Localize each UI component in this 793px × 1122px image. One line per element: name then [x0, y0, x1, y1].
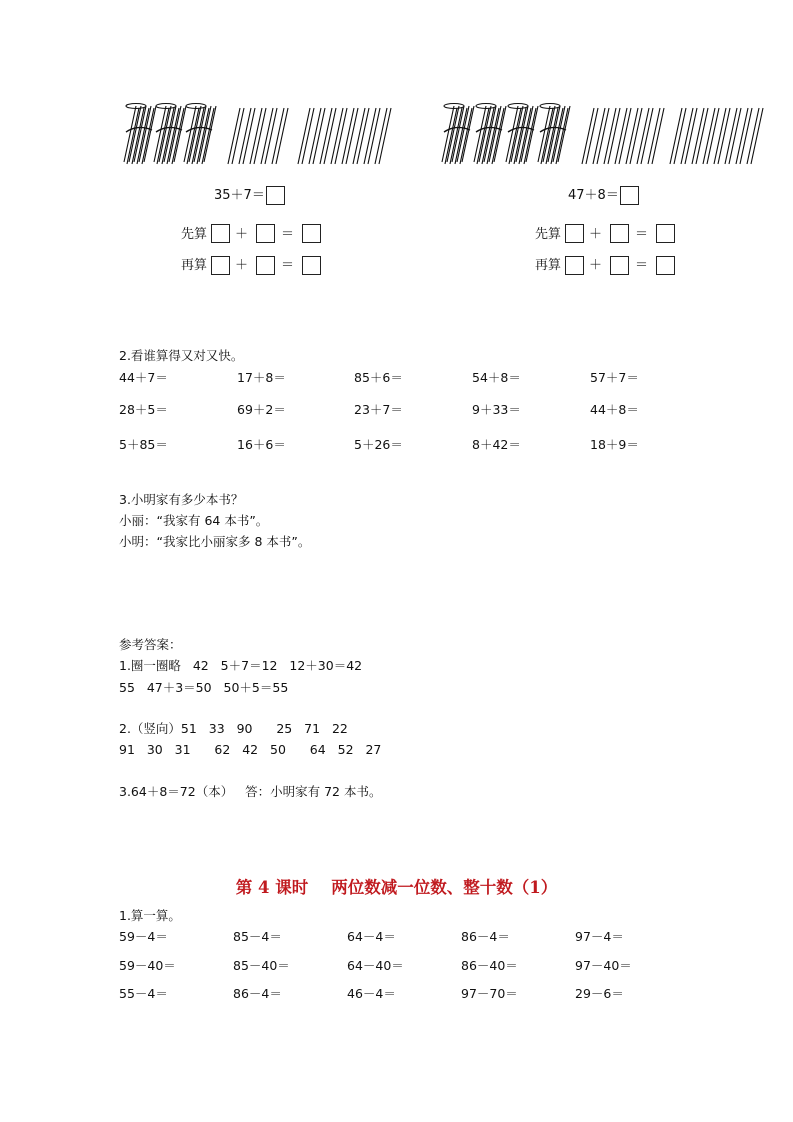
problem-item: 86－40＝ [461, 958, 518, 973]
problem-item: 9＋33＝ [472, 402, 521, 417]
answer-box-equation-right[interactable] [620, 186, 639, 205]
answer-box-equation-left[interactable] [266, 186, 285, 205]
stick-bundle [154, 104, 186, 165]
loose-sticks-group [298, 108, 391, 164]
equation-right: 47＋8＝ [568, 188, 619, 203]
answer-1-line1: 1.圈一圈略 42 5＋7＝12 12＋30＝42 [119, 658, 363, 673]
loose-sticks-group [670, 108, 763, 164]
stick-bundle [442, 104, 474, 165]
plus-sign: ＋ [235, 227, 249, 242]
problem-item: 55－4＝ [119, 986, 168, 1001]
section3-line1: 小丽：“我家有 64 本书”。 [119, 513, 269, 528]
problem-item: 64－40＝ [347, 958, 404, 973]
problem-item: 44＋7＝ [119, 370, 168, 385]
section3-heading: 3.小明家有多少本书？ [119, 492, 244, 507]
problem-item: 86－4＝ [461, 929, 510, 944]
then-box-2-right[interactable] [610, 256, 629, 275]
problem-item: 28＋5＝ [119, 402, 168, 417]
problem-item: 16＋6＝ [237, 437, 286, 452]
then-box-1-right[interactable] [565, 256, 584, 275]
problem-item: 57＋7＝ [590, 370, 639, 385]
plus-sign: ＋ [235, 258, 249, 273]
then-label-left: 再算 [181, 258, 208, 273]
problem-item: 17＋8＝ [237, 370, 286, 385]
problem-item: 59－40＝ [119, 958, 176, 973]
stick-bundle [184, 104, 216, 165]
stick-bundle [124, 104, 156, 165]
equals-sign: ＝ [635, 258, 649, 273]
problem-item: 46－4＝ [347, 986, 396, 1001]
plus-sign: ＋ [589, 227, 603, 242]
plus-sign: ＋ [589, 258, 603, 273]
problem-item: 59－4＝ [119, 929, 168, 944]
problem-item: 18＋9＝ [590, 437, 639, 452]
first-box-2-left[interactable] [256, 224, 275, 243]
problem-item: 29－6＝ [575, 986, 624, 1001]
sticks-illustration-left [118, 100, 393, 168]
sticks-illustration-right [436, 100, 776, 168]
first-label-right: 先算 [535, 227, 562, 242]
section2-heading: 2.看谁算得又对又快。 [119, 348, 244, 363]
loose-sticks-group [228, 108, 288, 164]
then-box-3-right[interactable] [656, 256, 675, 275]
answer-1-line2: 55 47＋3＝50 50＋5＝55 [119, 680, 289, 695]
problem-item: 97－70＝ [461, 986, 518, 1001]
stick-bundle [538, 104, 570, 165]
problem-item: 5＋26＝ [354, 437, 403, 452]
then-box-3-left[interactable] [302, 256, 321, 275]
first-box-1-left[interactable] [211, 224, 230, 243]
problem-item: 97－40＝ [575, 958, 632, 973]
first-box-1-right[interactable] [565, 224, 584, 243]
loose-sticks-group [582, 108, 664, 164]
first-box-2-right[interactable] [610, 224, 629, 243]
problem-item: 5＋85＝ [119, 437, 168, 452]
equals-sign: ＝ [635, 227, 649, 242]
answers-heading: 参考答案： [119, 637, 182, 652]
problem-item: 85＋6＝ [354, 370, 403, 385]
problem-item: 69＋2＝ [237, 402, 286, 417]
lesson-heading: 1.算一算。 [119, 908, 181, 923]
section3-line2: 小明：“我家比小丽家多 8 本书”。 [119, 534, 311, 549]
problem-item: 8＋42＝ [472, 437, 521, 452]
then-box-1-left[interactable] [211, 256, 230, 275]
answer-3: 3.64＋8＝72（本） 答：小明家有 72 本书。 [119, 784, 382, 799]
problem-item: 85－4＝ [233, 929, 282, 944]
stick-bundle [506, 104, 538, 165]
lesson-title: 第 4 课时 两位数减一位数、整十数（1） [235, 878, 558, 897]
problem-item: 23＋7＝ [354, 402, 403, 417]
stick-bundle [474, 104, 506, 165]
then-box-2-left[interactable] [256, 256, 275, 275]
answer-2-line1: 2.（竖向）51 33 90 25 71 22 [119, 721, 348, 736]
problem-item: 85－40＝ [233, 958, 290, 973]
equals-sign: ＝ [281, 227, 295, 242]
problem-item: 64－4＝ [347, 929, 396, 944]
problem-item: 97－4＝ [575, 929, 624, 944]
then-label-right: 再算 [535, 258, 562, 273]
problem-item: 44＋8＝ [590, 402, 639, 417]
first-box-3-right[interactable] [656, 224, 675, 243]
equation-left: 35＋7＝ [214, 188, 265, 203]
equals-sign: ＝ [281, 258, 295, 273]
answer-2-line2: 91 30 31 62 42 50 64 52 27 [119, 742, 382, 757]
first-label-left: 先算 [181, 227, 208, 242]
problem-item: 86－4＝ [233, 986, 282, 1001]
problem-item: 54＋8＝ [472, 370, 521, 385]
first-box-3-left[interactable] [302, 224, 321, 243]
